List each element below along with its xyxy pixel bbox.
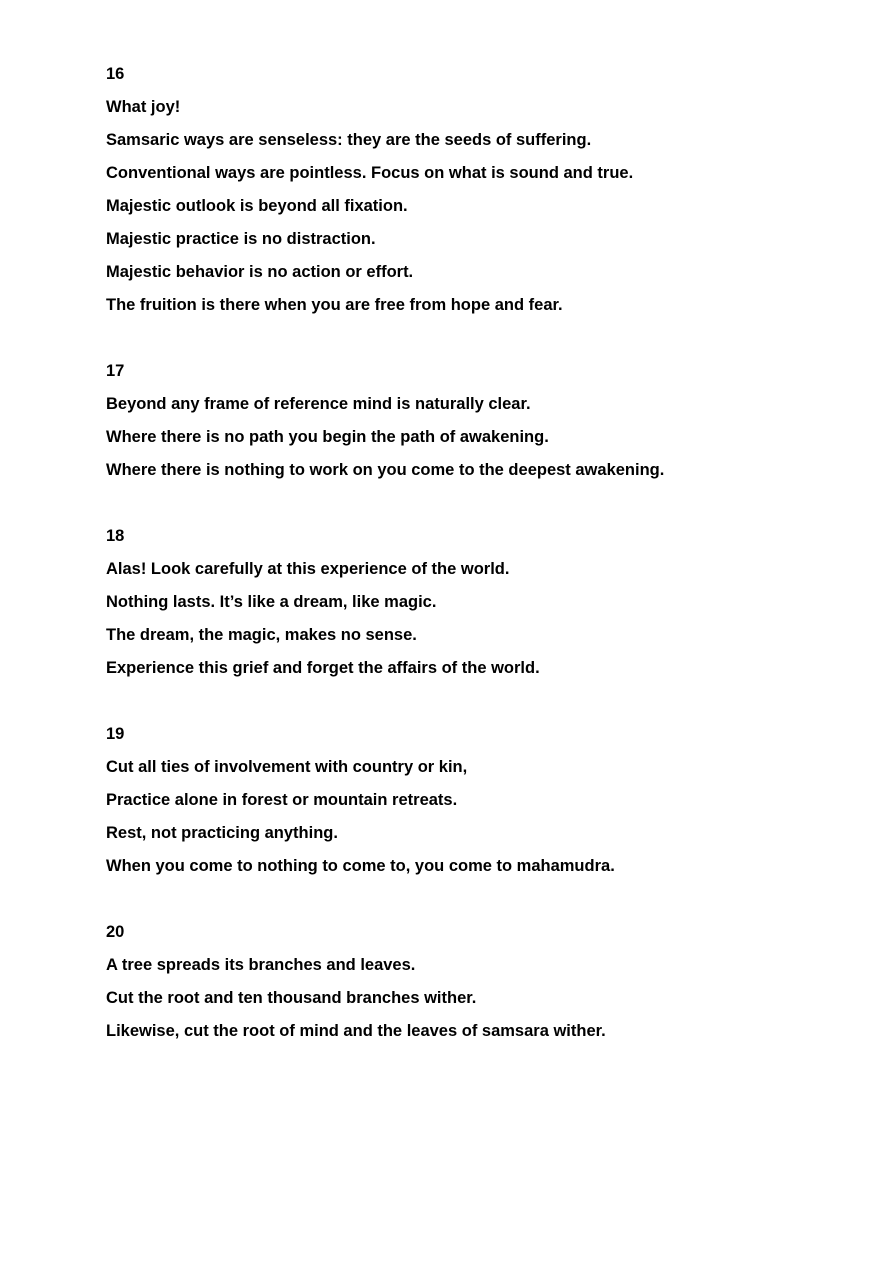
- stanza-number: 19: [106, 725, 125, 743]
- verse-line: Where there is nothing to work on you come to the deepest awakening.: [106, 461, 665, 479]
- stanza-number: 16: [106, 65, 125, 83]
- stanza-number: 20: [106, 923, 125, 941]
- verse-line: Majestic outlook is beyond all fixation.: [106, 197, 408, 215]
- verse-line: When you come to nothing to come to, you come to mahamudra.: [106, 857, 615, 875]
- verse-line: Beyond any frame of reference mind is naturally clear.: [106, 395, 531, 413]
- verse-line: What joy!: [106, 98, 181, 116]
- verse-line: Majestic behavior is no action or effort.: [106, 263, 414, 281]
- verse-line: Conventional ways are pointless. Focus on what is sound and true.: [106, 164, 634, 182]
- verse-line: Experience this grief and forget the affairs of the world.: [106, 659, 540, 677]
- verse-line: Majestic practice is no distraction.: [106, 230, 376, 248]
- verse-line: Nothing lasts. It’s like a dream, like magic.: [106, 593, 437, 611]
- verse-line: Samsaric ways are senseless: they are the seeds of suffering.: [106, 131, 592, 149]
- verse-line: Alas! Look carefully at this experience of the world.: [106, 560, 510, 578]
- verse-line: The fruition is there when you are free from hope and fear.: [106, 296, 563, 314]
- verse-line: Likewise, cut the root of mind and the leaves of samsara wither.: [106, 1022, 606, 1040]
- verse-line: Rest, not practicing anything.: [106, 824, 338, 842]
- stanza-20: [106, 920, 866, 1052]
- document-page: [106, 62, 866, 1085]
- verse-line: The dream, the magic, makes no sense.: [106, 626, 417, 644]
- stanza-number: 18: [106, 527, 125, 545]
- stanza-16: [106, 62, 866, 326]
- verse-line: Cut the root and ten thousand branches wither.: [106, 989, 477, 1007]
- stanza-19: [106, 722, 866, 887]
- verse-line: Practice alone in forest or mountain retreats.: [106, 791, 458, 809]
- stanza-17: [106, 359, 866, 491]
- stanza-number: 17: [106, 362, 125, 380]
- verse-line: Where there is no path you begin the path of awakening.: [106, 428, 549, 446]
- verse-line: A tree spreads its branches and leaves.: [106, 956, 416, 974]
- verse-line: Cut all ties of involvement with country or kin,: [106, 758, 468, 776]
- stanza-18: [106, 524, 866, 689]
